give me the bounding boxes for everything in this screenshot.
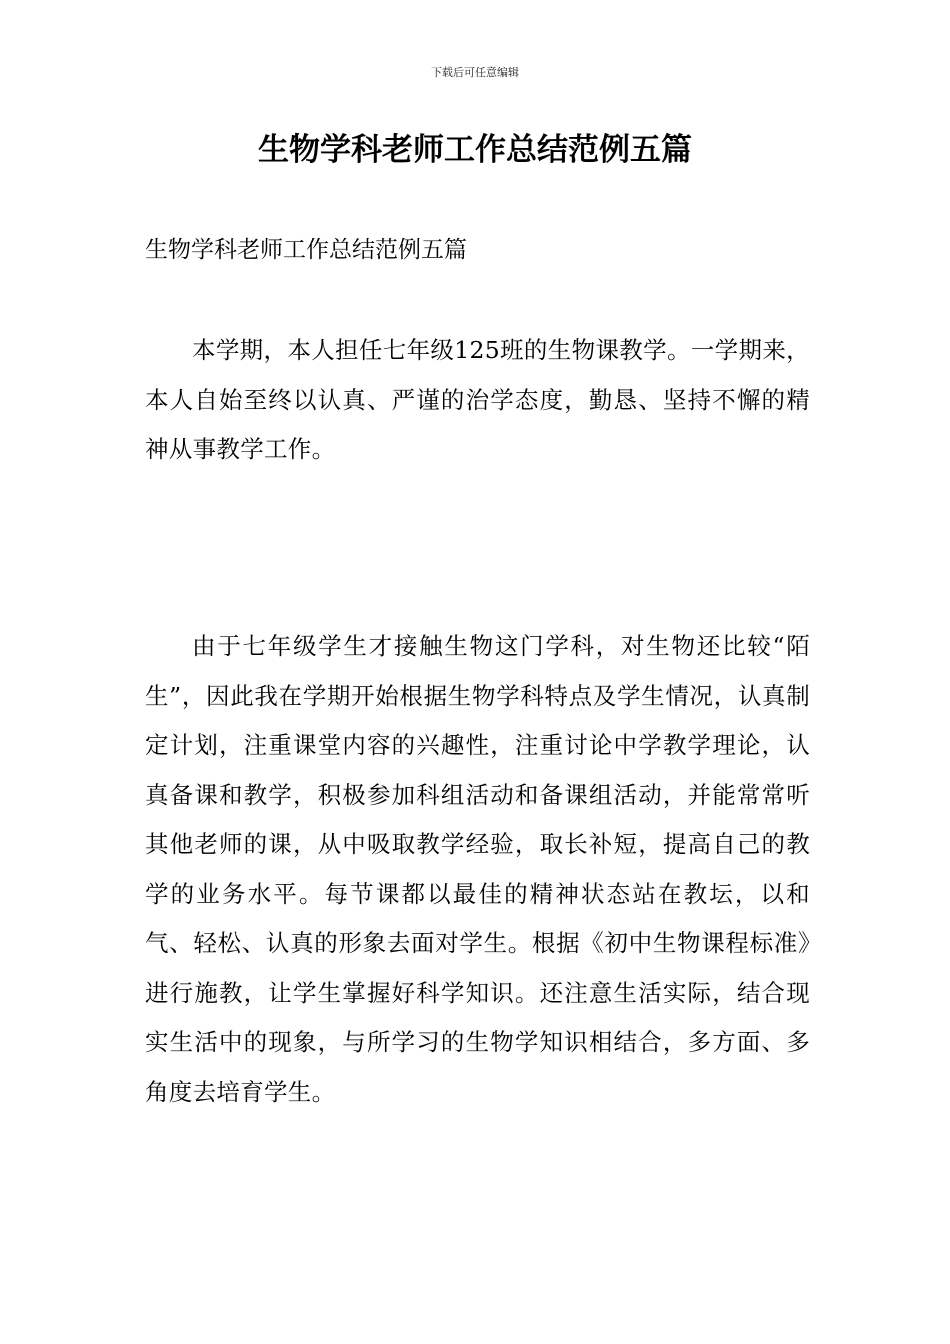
body-paragraph-1: 本学期，本人担任七年级125班的生物课教学。一学期来，本人自始至终以认真、严谨的治学态度，勤恳、坚持不懈的精神从事教学工作。 bbox=[145, 336, 810, 463]
document-title: 生物学科老师工作总结范例五篇 bbox=[258, 132, 692, 168]
header-note: 下载后可任意编辑 bbox=[431, 66, 519, 79]
body-paragraph-2: 由于七年级学生才接触生物这门学科，对生物还比较“陌生”，因此我在学期开始根据生物学科特点及学生情况，认真制定计划，注重课堂内容的兴趣性，注重讨论中学教学理论，认真备课和教学，积极参加科组活动和备课组活动，并能常常听其他老师的课，从中吸取教学经验，取长补短，提高自己的教学的业务水平。每节课都以最佳的精神状态站在教坛，以和气、轻松、认真的形象去面对学生。根据《初中生物课程标准》进行施教，让学生掌握好科学知识。还注意生活实际，结合现实生活中的现象，与所学习的生物学知识相结合，多方面、多角度去培育学生。 bbox=[145, 632, 810, 1106]
document-subtitle: 生物学科老师工作总结范例五篇 bbox=[145, 237, 467, 263]
